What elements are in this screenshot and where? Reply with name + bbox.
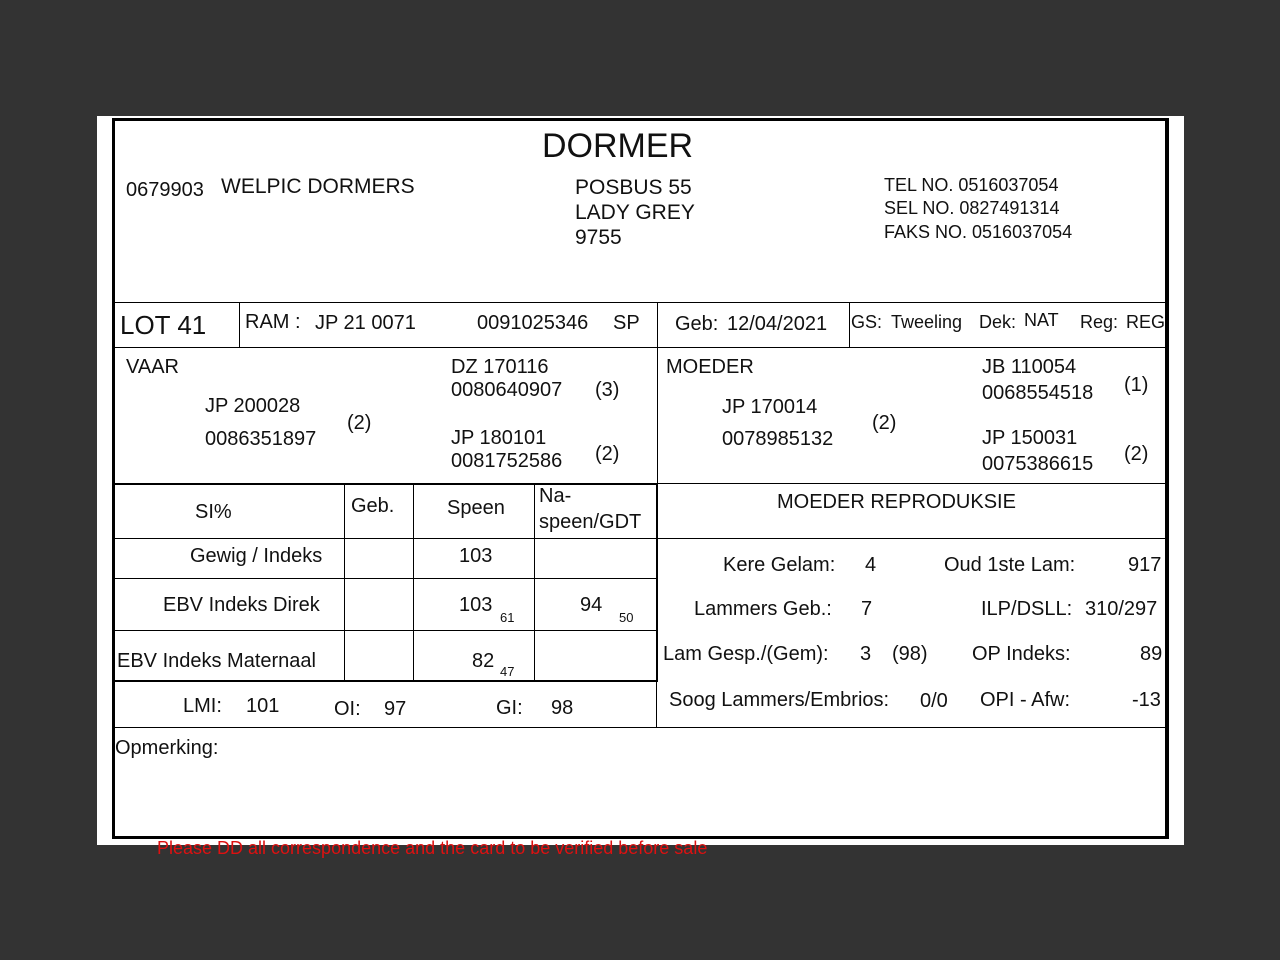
moeder-label: MOEDER bbox=[666, 356, 754, 378]
direk-naspeen-sub: 50 bbox=[619, 610, 634, 625]
divider bbox=[534, 483, 535, 680]
lamgem-value: (98) bbox=[892, 643, 928, 665]
ram-number: 0091025346 bbox=[477, 312, 589, 334]
tel-number: TEL NO. 0516037054 bbox=[884, 175, 1059, 195]
soog-value: 0/0 bbox=[920, 690, 948, 712]
lmi-value: 101 bbox=[246, 695, 280, 717]
row-label-direk: EBV Indeks Direk bbox=[163, 594, 320, 616]
reproduksie-title: MOEDER REPRODUKSIE bbox=[777, 491, 1016, 513]
gewig-speen: 103 bbox=[459, 545, 493, 567]
vaar-sire-number: 0080640907 bbox=[451, 379, 563, 401]
lammers-label: Lammers Geb.: bbox=[694, 598, 832, 620]
vaar-label: VAAR bbox=[126, 356, 179, 378]
breeder-number: 0679903 bbox=[126, 179, 204, 201]
speen-header: Speen bbox=[447, 497, 505, 519]
ram-code: SP bbox=[613, 312, 640, 334]
divider bbox=[658, 538, 1165, 539]
breeder-name: WELPIC DORMERS bbox=[221, 175, 415, 198]
direk-speen: 103 bbox=[459, 594, 493, 616]
direk-speen-sub: 61 bbox=[500, 610, 515, 625]
moeder-dam-id: JP 150031 bbox=[982, 427, 1078, 449]
divider bbox=[115, 347, 1165, 348]
divider bbox=[658, 483, 1165, 484]
maternaal-speen: 82 bbox=[472, 650, 495, 672]
reg-value: REG bbox=[1126, 312, 1166, 332]
divider bbox=[115, 302, 1165, 303]
ilp-label: ILP/DSLL: bbox=[981, 598, 1073, 620]
moeder-dam-count: (2) bbox=[1124, 443, 1149, 465]
ram-label: RAM : bbox=[245, 311, 301, 333]
soog-label: Soog Lammers/Embrios: bbox=[669, 689, 890, 711]
gi-label: GI: bbox=[496, 697, 523, 719]
sel-number: SEL NO. 0827491314 bbox=[884, 198, 1060, 218]
divider bbox=[115, 483, 657, 485]
naspeen-header-line2: speen/GDT bbox=[539, 511, 642, 533]
divider bbox=[115, 680, 657, 682]
moeder-sire-count: (1) bbox=[1124, 374, 1149, 396]
vaar-sire-count: (3) bbox=[595, 379, 620, 401]
row-label-maternaal: EBV Indeks Maternaal bbox=[117, 650, 316, 672]
opi-value: -13 bbox=[1132, 689, 1161, 711]
lmi-label: LMI: bbox=[183, 695, 222, 717]
dek-label: Dek: bbox=[979, 312, 1017, 332]
reg-label: Reg: bbox=[1080, 312, 1119, 332]
oud-value: 917 bbox=[1128, 554, 1162, 576]
vaar-count: (2) bbox=[347, 412, 372, 434]
divider bbox=[115, 630, 657, 631]
gs-value: Tweeling bbox=[891, 312, 963, 332]
divider bbox=[656, 682, 657, 727]
divider bbox=[115, 538, 657, 539]
vaar-sire-id: DZ 170116 bbox=[451, 356, 549, 378]
lot-card bbox=[112, 118, 1169, 839]
address-line-3: 9755 bbox=[575, 226, 622, 249]
moeder-sire-number: 0068554518 bbox=[982, 382, 1094, 404]
footer-note: Please DD all correspondence and the card to be verified before sale bbox=[157, 838, 708, 858]
dek-value: NAT bbox=[1024, 310, 1059, 330]
divider bbox=[657, 302, 658, 347]
divider bbox=[239, 302, 240, 347]
moeder-number: 0078985132 bbox=[722, 428, 834, 450]
lamgesp-value: 3 bbox=[860, 643, 872, 665]
birth-date: 12/04/2021 bbox=[727, 313, 828, 335]
lammers-value: 7 bbox=[861, 598, 873, 620]
divider bbox=[413, 483, 414, 680]
vaar-dam-number: 0081752586 bbox=[451, 450, 563, 472]
vaar-id: JP 200028 bbox=[205, 395, 301, 417]
gi-value: 98 bbox=[551, 697, 574, 719]
naspeen-header-line1: Na- bbox=[539, 485, 572, 507]
opmerking-label: Opmerking: bbox=[115, 737, 219, 759]
vaar-number: 0086351897 bbox=[205, 428, 317, 450]
faks-number: FAKS NO. 0516037054 bbox=[884, 222, 1073, 242]
op-label: OP Indeks: bbox=[972, 643, 1071, 665]
oi-value: 97 bbox=[384, 698, 407, 720]
oud-label: Oud 1ste Lam: bbox=[944, 554, 1076, 576]
gs-label: GS: bbox=[851, 312, 883, 332]
row-label-gewig: Gewig / Indeks bbox=[190, 545, 323, 567]
breed-title: DORMER bbox=[542, 127, 694, 165]
divider bbox=[115, 727, 1165, 728]
divider bbox=[344, 483, 345, 680]
kere-value: 4 bbox=[865, 554, 877, 576]
lamgesp-label: Lam Gesp./(Gem): bbox=[663, 643, 829, 665]
oi-label: OI: bbox=[334, 698, 361, 720]
address-line-2: LADY GREY bbox=[575, 201, 695, 224]
moeder-dam-number: 0075386615 bbox=[982, 453, 1094, 475]
address-line-1: POSBUS 55 bbox=[575, 176, 692, 199]
moeder-sire-id: JB 110054 bbox=[982, 356, 1077, 378]
geb-header: Geb. bbox=[351, 495, 395, 517]
divider bbox=[657, 347, 658, 483]
divider bbox=[849, 302, 850, 347]
si-header: SI% bbox=[195, 501, 232, 523]
kere-label: Kere Gelam: bbox=[723, 554, 836, 576]
maternaal-speen-sub: 47 bbox=[500, 664, 515, 679]
divider bbox=[656, 483, 658, 682]
ram-id: JP 21 0071 bbox=[315, 312, 416, 334]
vaar-dam-count: (2) bbox=[595, 443, 620, 465]
ilp-value: 310/297 bbox=[1085, 598, 1158, 620]
opi-label: OPI - Afw: bbox=[980, 689, 1071, 711]
lot-number: LOT 41 bbox=[120, 310, 207, 340]
op-value: 89 bbox=[1140, 643, 1163, 665]
direk-naspeen: 94 bbox=[580, 594, 603, 616]
vaar-dam-id: JP 180101 bbox=[451, 427, 547, 449]
moeder-count: (2) bbox=[872, 412, 897, 434]
moeder-id: JP 170014 bbox=[722, 396, 818, 418]
catalogue-page bbox=[97, 116, 1184, 858]
birth-label: Geb: bbox=[675, 313, 719, 335]
divider bbox=[115, 578, 657, 579]
